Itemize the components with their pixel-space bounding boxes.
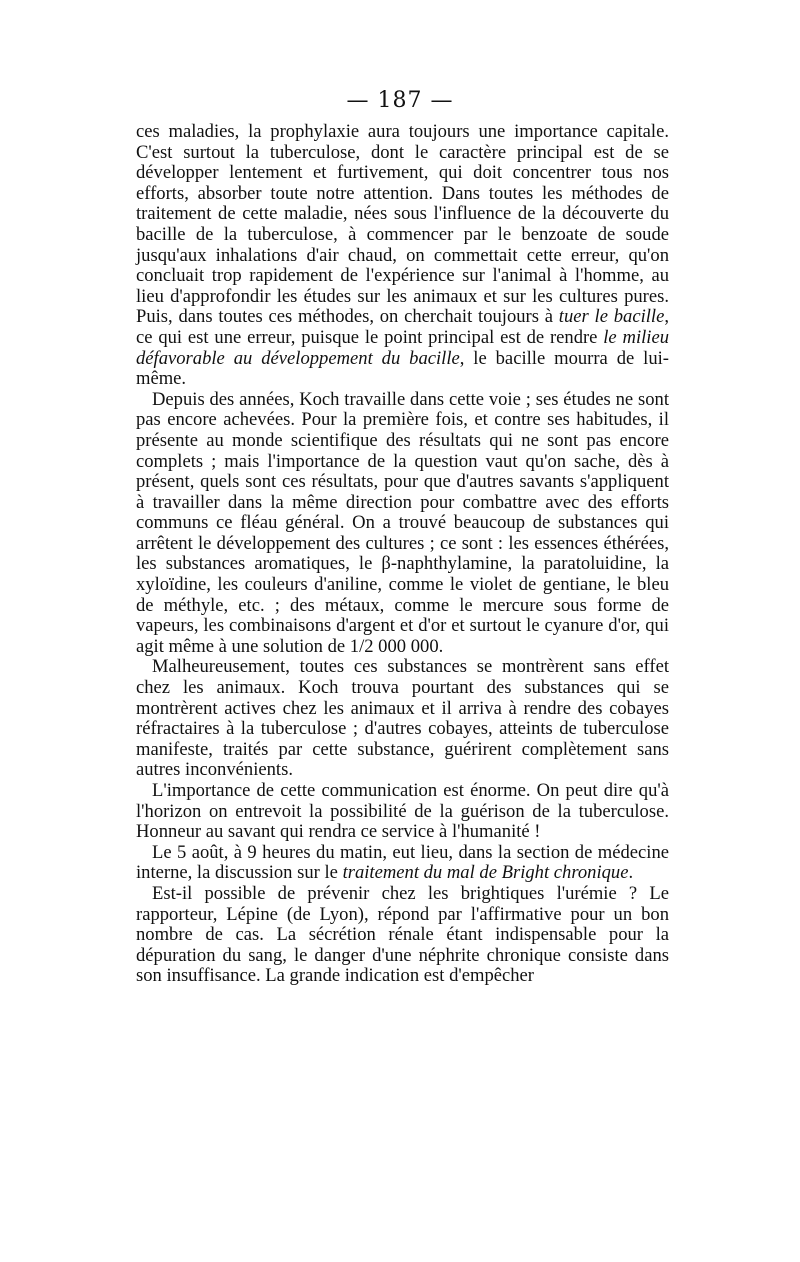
paragraph-1-text-a: ces maladies, la prophylaxie aura toujours une importance capitale. C'est surtout la tuberculose, dont le caractère principal est de se développer lentement et furtivement, qui doit concentrer tous nos efforts, absorber toute notre attention. Dans toutes les méthodes de traitement de cette maladie, nées sous l'influence de la découverte du bacille de la tuberculose, à commencer par le benzoate de soude jusqu'aux inhalations d'air chaud, on commettait cette erreur, qu'on concluait trop rapidement de l'expérience sur l'animal à l'homme, au lieu d'approfondir les études sur les animaux et sur les cultures pures. Puis, dans toutes ces méthodes, on cherchait toujours à: [136, 121, 669, 328]
paragraph-5: [136, 843, 669, 884]
page-number: — 187 —: [346, 88, 454, 113]
paragraph-1-italic-milieu: le milieu défavorable au développement du bacille: [136, 326, 669, 369]
paragraph-3: Malheureusement, toutes ces substances se montrèrent sans effet chez les animaux. Koch trouva pourtant des substances qui se montrèrent actives chez les animaux et il arriva à rendre des cobayes réfractaires à la tuberculose ; d'autres cobayes, atteints de tuberculose manifeste, traités par cette substance, guérirent complètement sans autres inconvénients.: [136, 656, 669, 781]
paragraph-4: L'importance de cette communication est énorme. On peut dire qu'à l'horizon on entrevoit la possibilité de la guérison de la tuberculose. Honneur au savant qui rendra ce service à l'humanité !: [136, 780, 669, 843]
paragraph-5-text-a: Le 5 août, à 9 heures du matin, eut lieu, dans la section de médecine interne, la discussion sur le: [136, 841, 669, 884]
body-text: [136, 122, 669, 987]
paragraph-1-italic-tuer: tuer le bacille: [558, 306, 665, 328]
paragraph-1-text-c: , ce qui est une erreur, puisque le point principal est de rendre: [136, 306, 669, 348]
paragraph-2: Depuis des années, Koch travaille dans cette voie ; ses études ne sont pas encore achevées. Pour la première fois, et contre ses habitudes, il présente au monde scientifique des résultats qui ne sont pas encore complets ; mais l'importance de la question vaut qu'on sache, dès à présent, quels sont ces résultats, pour que d'autres savants s'appliquent à travailler dans la même direction pour combattre avec des efforts communs ce fléau général. On a trouvé beaucoup de substances qui arrêtent le développement des cultures ; ce sont : les essences éthérées, les substances aromatiques, le β-naphthylamine, la paratoluidine, la xyloïdine, les couleurs d'aniline, comme le violet de gentiane, le bleu de méthyle, etc. ; des métaux, comme le mercure sous forme de vapeurs, les combinaisons d'argent et d'or et surtout le cyanure d'or, qui agit même à une solution de 1/2 000 000.: [136, 388, 669, 657]
paragraph-6: Est-il possible de prévenir chez les brightiques l'urémie ? Le rapporteur, Lépine (de Lyon), répond par l'affirmative pour un bon nombre de cas. La sécrétion rénale étant indispensable pour la dépuration du sang, le danger d'une néphrite chronique consiste dans son insuffisance. La grande indication est d'empêcher: [136, 882, 669, 987]
paragraph-5-text-c: .: [628, 862, 634, 884]
paragraph-5-italic-title: traitement du mal de Bright chronique: [342, 862, 629, 884]
paragraph-1-text-e: , le bacille mourra de lui-même.: [136, 347, 669, 390]
paragraph-1: [136, 122, 669, 390]
